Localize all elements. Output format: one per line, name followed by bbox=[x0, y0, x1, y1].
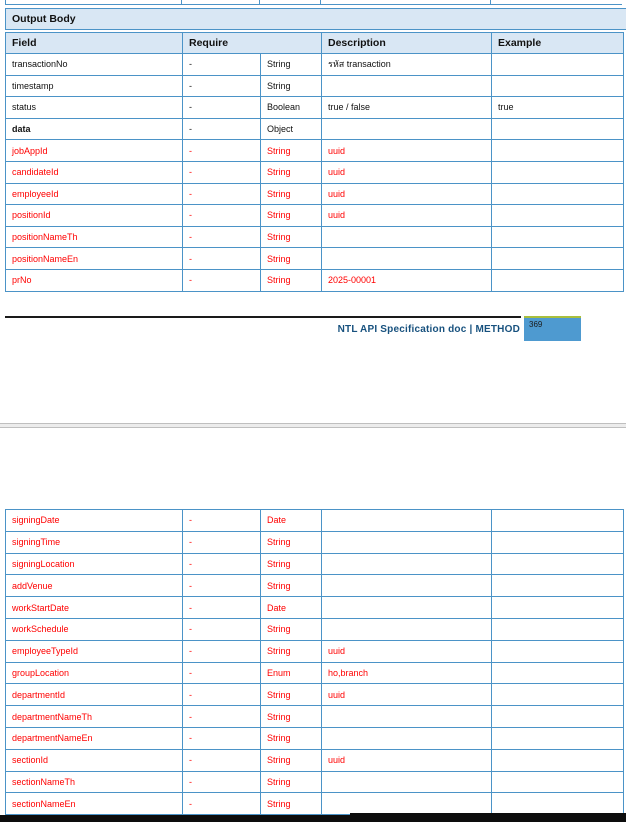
cell-field: status bbox=[6, 97, 183, 118]
cell-field: sectionId bbox=[6, 750, 183, 771]
footer-document-title: NTL API Specification doc | METHOD bbox=[337, 324, 520, 335]
cell-type: String bbox=[261, 532, 322, 553]
cell-type: Object bbox=[261, 119, 322, 140]
cell-field: prNo bbox=[6, 270, 183, 291]
column-header-example: Example bbox=[498, 37, 542, 49]
cell-desc bbox=[322, 532, 492, 553]
cell-example bbox=[492, 554, 623, 575]
cell-example bbox=[492, 532, 623, 553]
cell-require: - bbox=[183, 227, 261, 248]
cell-field: signingLocation bbox=[6, 554, 183, 575]
cell-example bbox=[492, 227, 623, 248]
cell-type: String bbox=[261, 706, 322, 727]
cell-example bbox=[492, 750, 623, 771]
table-row bbox=[6, 684, 623, 706]
table-row bbox=[6, 227, 623, 249]
cell-field: jobAppId bbox=[6, 140, 183, 161]
cell-field: sectionNameTh bbox=[6, 772, 183, 793]
cell-type: String bbox=[261, 248, 322, 269]
cell-example bbox=[492, 76, 623, 97]
fragment-cell bbox=[321, 0, 491, 4]
cell-desc bbox=[322, 706, 492, 727]
cell-type: String bbox=[261, 750, 322, 771]
cell-type: Boolean bbox=[261, 97, 322, 118]
table-row bbox=[6, 793, 623, 814]
cell-require: - bbox=[183, 532, 261, 553]
page-number-box bbox=[524, 316, 581, 341]
cell-require: - bbox=[183, 54, 261, 75]
cell-example bbox=[492, 248, 623, 269]
cell-desc bbox=[322, 793, 492, 814]
cell-require: - bbox=[183, 619, 261, 640]
cell-type: String bbox=[261, 54, 322, 75]
cell-require: - bbox=[183, 140, 261, 161]
cell-require: - bbox=[183, 684, 261, 705]
cell-field: departmentNameEn bbox=[6, 728, 183, 749]
cell-type: String bbox=[261, 227, 322, 248]
previous-table-fragment bbox=[5, 0, 622, 5]
table-body bbox=[6, 54, 623, 291]
cell-require: - bbox=[183, 597, 261, 618]
cell-type: String bbox=[261, 641, 322, 662]
cell-example bbox=[492, 641, 623, 662]
table-row bbox=[6, 772, 623, 794]
cell-require: - bbox=[183, 772, 261, 793]
cell-desc bbox=[322, 575, 492, 596]
cell-field: signingTime bbox=[6, 532, 183, 553]
table-row bbox=[6, 728, 623, 750]
cell-type: String bbox=[261, 140, 322, 161]
cell-type: String bbox=[261, 162, 322, 183]
table-row bbox=[6, 575, 623, 597]
column-header-field: Field bbox=[6, 33, 183, 53]
cell-desc bbox=[322, 554, 492, 575]
cell-desc: uuid bbox=[322, 684, 492, 705]
fragment-cell bbox=[260, 0, 321, 4]
bottom-dark-bar-right bbox=[350, 813, 626, 822]
cell-type: String bbox=[261, 575, 322, 596]
cell-desc: true / false bbox=[322, 97, 492, 118]
cell-require: - bbox=[183, 248, 261, 269]
cell-example bbox=[492, 706, 623, 727]
cell-field: addVenue bbox=[6, 575, 183, 596]
cell-example bbox=[492, 793, 623, 814]
cell-require: - bbox=[183, 184, 261, 205]
table-row bbox=[6, 162, 623, 184]
cell-type: Enum bbox=[261, 663, 322, 684]
cell-desc bbox=[322, 597, 492, 618]
cell-require: - bbox=[183, 663, 261, 684]
cell-desc bbox=[322, 227, 492, 248]
cell-desc: uuid bbox=[322, 641, 492, 662]
cell-require: - bbox=[183, 162, 261, 183]
cell-require: - bbox=[183, 554, 261, 575]
cell-require: - bbox=[183, 510, 261, 531]
fragment-cell bbox=[182, 0, 260, 4]
cell-require: - bbox=[183, 641, 261, 662]
cell-type: Date bbox=[261, 597, 322, 618]
fragment-cell bbox=[491, 0, 622, 4]
table-row bbox=[6, 205, 623, 227]
cell-type: String bbox=[261, 772, 322, 793]
cell-desc bbox=[322, 119, 492, 140]
cell-example bbox=[492, 205, 623, 226]
table-row bbox=[6, 270, 623, 291]
cell-require: - bbox=[183, 706, 261, 727]
output-body-table bbox=[5, 32, 624, 292]
table-row bbox=[6, 510, 623, 532]
cell-type: Date bbox=[261, 510, 322, 531]
fragment-cell bbox=[5, 0, 182, 4]
table-row bbox=[6, 641, 623, 663]
page-number: 369 bbox=[529, 320, 543, 329]
table-row bbox=[6, 54, 623, 76]
cell-desc bbox=[322, 619, 492, 640]
section-header-output-body bbox=[5, 8, 626, 30]
cell-require: - bbox=[183, 205, 261, 226]
cell-example bbox=[492, 772, 623, 793]
cell-desc: uuid bbox=[322, 750, 492, 771]
cell-desc bbox=[322, 728, 492, 749]
cell-field: positionNameTh bbox=[6, 227, 183, 248]
cell-require: - bbox=[183, 793, 261, 814]
cell-field: employeeTypeId bbox=[6, 641, 183, 662]
table-row bbox=[6, 140, 623, 162]
cell-desc: uuid bbox=[322, 184, 492, 205]
cell-type: String bbox=[261, 205, 322, 226]
cell-desc bbox=[322, 510, 492, 531]
cell-require: - bbox=[183, 728, 261, 749]
footer-separator-line bbox=[5, 316, 521, 318]
cell-field: data bbox=[6, 119, 183, 140]
table-row bbox=[6, 76, 623, 98]
cell-desc bbox=[322, 76, 492, 97]
column-header-description: Description bbox=[322, 33, 492, 53]
cell-type: String bbox=[261, 76, 322, 97]
table-header-row bbox=[6, 33, 623, 54]
cell-desc bbox=[322, 772, 492, 793]
cell-desc: uuid bbox=[322, 205, 492, 226]
cell-desc: รหัส transaction bbox=[322, 54, 492, 75]
cell-field: workSchedule bbox=[6, 619, 183, 640]
cell-example bbox=[492, 270, 623, 291]
cell-type: String bbox=[261, 270, 322, 291]
page-break-band bbox=[0, 423, 626, 428]
column-header-require: Require bbox=[183, 33, 322, 53]
table-row bbox=[6, 750, 623, 772]
cell-require: - bbox=[183, 270, 261, 291]
cell-example bbox=[492, 54, 623, 75]
cell-field: transactionNo bbox=[6, 54, 183, 75]
cell-field: positionId bbox=[6, 205, 183, 226]
cell-type: String bbox=[261, 619, 322, 640]
cell-example bbox=[492, 597, 623, 618]
cell-desc: uuid bbox=[322, 140, 492, 161]
table-row bbox=[6, 706, 623, 728]
cell-field: sectionNameEn bbox=[6, 793, 183, 814]
cell-example bbox=[492, 684, 623, 705]
section-title: Output Body bbox=[12, 13, 76, 25]
cell-field: timestamp bbox=[6, 76, 183, 97]
table-row bbox=[6, 663, 623, 685]
cell-type: String bbox=[261, 554, 322, 575]
table-row bbox=[6, 597, 623, 619]
cell-require: - bbox=[183, 76, 261, 97]
continuation-table bbox=[5, 509, 624, 815]
cell-require: - bbox=[183, 575, 261, 596]
table-row bbox=[6, 554, 623, 576]
cell-example: true bbox=[498, 102, 514, 113]
cell-desc bbox=[322, 248, 492, 269]
cell-field: signingDate bbox=[6, 510, 183, 531]
cell-example bbox=[492, 510, 623, 531]
cell-example bbox=[492, 140, 623, 161]
cell-desc: ho,branch bbox=[322, 663, 492, 684]
cell-require: - bbox=[183, 97, 261, 118]
table-body bbox=[6, 510, 623, 814]
cell-field: departmentId bbox=[6, 684, 183, 705]
table-row bbox=[6, 248, 623, 270]
cell-field: groupLocation bbox=[6, 663, 183, 684]
cell-field: positionNameEn bbox=[6, 248, 183, 269]
cell-example bbox=[492, 119, 623, 140]
cell-require: - bbox=[183, 750, 261, 771]
cell-example bbox=[492, 184, 623, 205]
table-row bbox=[6, 619, 623, 641]
cell-example bbox=[492, 162, 623, 183]
cell-type: String bbox=[261, 184, 322, 205]
cell-example bbox=[492, 575, 623, 596]
cell-field: candidateId bbox=[6, 162, 183, 183]
cell-desc: 2025-00001 bbox=[322, 270, 492, 291]
cell-example bbox=[492, 728, 623, 749]
cell-field: departmentNameTh bbox=[6, 706, 183, 727]
cell-type: String bbox=[261, 793, 322, 814]
table-row bbox=[6, 119, 623, 141]
table-row bbox=[6, 184, 623, 206]
table-row bbox=[6, 532, 623, 554]
cell-type: String bbox=[261, 728, 322, 749]
cell-example bbox=[492, 619, 623, 640]
cell-desc: uuid bbox=[322, 162, 492, 183]
cell-require: - bbox=[183, 119, 261, 140]
cell-field: workStartDate bbox=[6, 597, 183, 618]
cell-example bbox=[492, 663, 623, 684]
cell-field: employeeId bbox=[6, 184, 183, 205]
cell-type: String bbox=[261, 684, 322, 705]
table-row bbox=[6, 97, 623, 119]
